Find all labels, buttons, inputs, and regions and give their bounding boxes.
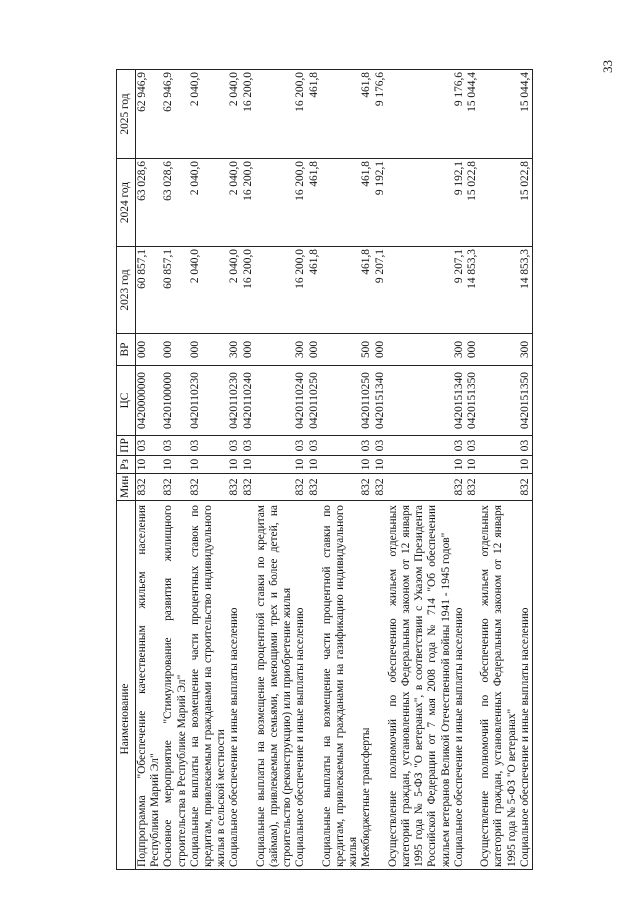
rotated-page <box>116 70 639 870</box>
cell-value: 10 <box>360 458 373 471</box>
cell-value: 03 <box>228 439 241 452</box>
header-2024: 2024 год <box>117 159 136 247</box>
cell-value: 9 176,6 <box>452 72 465 107</box>
header-min: Мин <box>117 474 136 501</box>
cell-value: 10 <box>188 458 201 471</box>
cell-cs <box>255 366 295 436</box>
cell-value: 63 028,6 <box>162 161 175 201</box>
cell-value: 9 192,1 <box>373 161 386 196</box>
cell-pr <box>228 436 254 456</box>
cell-value: 0420110230 <box>188 372 201 429</box>
cell-y2023 <box>360 247 386 334</box>
cell-cs <box>136 366 163 436</box>
cell-y2024 <box>321 159 361 247</box>
cell-value: 03 <box>241 439 254 452</box>
cell-pr <box>519 436 533 456</box>
cell-cs <box>189 366 229 436</box>
cell-cs <box>360 366 386 436</box>
header-rz: Рз <box>117 456 136 474</box>
cell-value: 500 <box>360 340 373 359</box>
header-2025: 2025 год <box>117 70 136 159</box>
cell-value: 832 <box>518 478 531 496</box>
cell-value: 16 200,0 <box>294 161 307 201</box>
cell-value: 832 <box>228 478 241 496</box>
cell-pr <box>387 436 453 456</box>
cell-value: 0420151340 <box>373 372 386 429</box>
cell-vr <box>453 334 479 366</box>
cell-vr <box>162 334 188 366</box>
cell-value: 10 <box>162 458 175 471</box>
cell-value: 000 <box>136 340 148 359</box>
cell-rz <box>136 456 163 474</box>
cell-min <box>479 474 519 501</box>
cell-value: 60 857,1 <box>162 249 175 289</box>
cell-value: 832 <box>241 478 254 496</box>
cell-value: 03 <box>360 439 373 452</box>
cell-value: 15 044,4 <box>466 72 479 112</box>
table-row <box>360 70 386 870</box>
cell-y2024 <box>255 159 295 247</box>
cell-value: 000 <box>307 340 320 359</box>
cell-y2025 <box>255 70 295 159</box>
cell-value: 10 <box>307 458 320 471</box>
cell-name: Социальное обеспечение и иные выплаты населению <box>453 501 479 870</box>
cell-min <box>228 474 254 501</box>
cell-cs <box>228 366 254 436</box>
cell-value: 832 <box>294 478 307 496</box>
cell-value: 10 <box>452 458 465 471</box>
cell-value: 03 <box>466 439 479 452</box>
cell-vr <box>136 334 163 366</box>
cell-name: Осуществление полномочий по обеспечению жильем отдельных категорий граждан, установленных Федеральным законом от 12 января 1995 года № 5-ФЗ "О ветеранах", в соответствии с Указом Президента Российской Федерации от 7 мая 2008 года № 714 "Об обеспечении жильем ветеранов Великой Отечественной войны 1941 - 1945 годов" <box>387 501 453 870</box>
cell-name: Социальные выплаты на возмещение части процентной ставки по кредитам, привлекаемым гражданами на газификацию индивидуального жилья <box>321 501 361 870</box>
cell-y2024 <box>228 159 254 247</box>
cell-cs <box>294 366 320 436</box>
cell-cs <box>162 366 188 436</box>
cell-name: Осуществление полномочий по обеспечению жильем отдельных категорий граждан, установленных Федеральным законом от 12 января 1995 года № 5-ФЗ "О ветеранах" <box>479 501 519 870</box>
cell-vr <box>228 334 254 366</box>
cell-value: 16 200,0 <box>294 72 307 112</box>
cell-value: 0420100000 <box>162 372 175 429</box>
cell-pr <box>453 436 479 456</box>
cell-rz <box>321 456 361 474</box>
cell-value: 14 853,3 <box>518 249 531 289</box>
cell-value: 03 <box>294 439 307 452</box>
cell-pr <box>255 436 295 456</box>
cell-value: 0420151350 <box>518 372 531 429</box>
cell-value: 0420110250 <box>307 372 320 429</box>
cell-y2023 <box>228 247 254 334</box>
cell-value: 63 028,6 <box>136 161 148 201</box>
budget-table <box>116 69 533 870</box>
cell-vr <box>189 334 229 366</box>
cell-name: Межбюджетные трансферты <box>360 501 386 870</box>
cell-value: 461,8 <box>360 161 373 187</box>
cell-value: 9 207,1 <box>373 249 386 284</box>
cell-y2025 <box>387 70 453 159</box>
cell-value: 461,8 <box>360 72 373 98</box>
cell-value: 832 <box>307 478 320 496</box>
table-row <box>255 70 295 870</box>
cell-value: 0420000000 <box>136 372 148 429</box>
cell-value: 03 <box>452 439 465 452</box>
cell-y2024 <box>479 159 519 247</box>
cell-value: 000 <box>466 340 479 359</box>
cell-vr <box>519 334 533 366</box>
cell-rz <box>228 456 254 474</box>
cell-value: 03 <box>162 439 175 452</box>
cell-value: 832 <box>136 478 148 496</box>
cell-name: Социальные выплаты на возмещение части процентных ставок по кредитам, привлекаемым гражданами на строительство индивидуального жилья в сельской местности <box>189 501 229 870</box>
cell-name: Подпрограмма "Обеспечение качественным жильем населения Республики Марий Эл" <box>136 501 163 870</box>
cell-value: 62 946,9 <box>162 72 175 112</box>
cell-vr <box>321 334 361 366</box>
cell-y2025 <box>162 70 188 159</box>
cell-cs <box>479 366 519 436</box>
table-row <box>162 70 188 870</box>
cell-cs <box>321 366 361 436</box>
cell-value: 15 044,4 <box>518 72 531 112</box>
cell-value: 16 200,0 <box>294 249 307 289</box>
cell-cs <box>519 366 533 436</box>
header-name: Наименование <box>117 501 136 870</box>
cell-cs <box>387 366 453 436</box>
cell-min <box>360 474 386 501</box>
cell-rz <box>453 456 479 474</box>
cell-y2023 <box>321 247 361 334</box>
cell-pr <box>189 436 229 456</box>
cell-vr <box>294 334 320 366</box>
cell-y2025 <box>453 70 479 159</box>
cell-value: 832 <box>162 478 175 496</box>
cell-y2023 <box>479 247 519 334</box>
cell-rz <box>189 456 229 474</box>
cell-value: 9 207,1 <box>452 249 465 284</box>
cell-min <box>519 474 533 501</box>
cell-min <box>255 474 295 501</box>
cell-value: 10 <box>373 458 386 471</box>
cell-value: 2 040,0 <box>228 72 241 107</box>
cell-y2025 <box>360 70 386 159</box>
cell-value: 60 857,1 <box>136 249 148 289</box>
cell-y2024 <box>136 159 163 247</box>
cell-y2025 <box>228 70 254 159</box>
cell-pr <box>479 436 519 456</box>
table-row <box>228 70 254 870</box>
cell-name: Основное мероприятие "Стимулирование развития жилищного строительства в Республике Марий Эл" <box>162 501 188 870</box>
cell-value: 10 <box>518 458 531 471</box>
cell-value: 14 853,3 <box>466 249 479 289</box>
cell-y2023 <box>162 247 188 334</box>
cell-pr <box>162 436 188 456</box>
cell-value: 10 <box>466 458 479 471</box>
table-row <box>453 70 479 870</box>
cell-rz <box>162 456 188 474</box>
cell-y2023 <box>519 247 533 334</box>
cell-value: 03 <box>136 439 148 452</box>
cell-y2023 <box>189 247 229 334</box>
cell-y2023 <box>387 247 453 334</box>
cell-y2025 <box>136 70 163 159</box>
cell-y2023 <box>453 247 479 334</box>
cell-name: Социальное обеспечение и иные выплаты населению <box>519 501 533 870</box>
cell-rz <box>255 456 295 474</box>
cell-value: 832 <box>373 478 386 496</box>
cell-cs <box>453 366 479 436</box>
cell-name: Социальное обеспечение и иные выплаты населению <box>228 501 254 870</box>
cell-min <box>321 474 361 501</box>
cell-value: 0420110250 <box>360 372 373 429</box>
cell-y2025 <box>321 70 361 159</box>
cell-value: 000 <box>241 340 254 359</box>
cell-pr <box>360 436 386 456</box>
cell-y2024 <box>162 159 188 247</box>
cell-name: Социальное обеспечение и иные выплаты населению <box>294 501 320 870</box>
cell-y2024 <box>519 159 533 247</box>
cell-value: 300 <box>228 340 241 359</box>
cell-rz <box>360 456 386 474</box>
cell-value: 461,8 <box>360 249 373 275</box>
cell-value: 2 040,0 <box>228 249 241 284</box>
table-row <box>294 70 320 870</box>
cell-value: 832 <box>188 478 201 496</box>
cell-value: 03 <box>518 439 531 452</box>
cell-value: 10 <box>136 458 148 471</box>
cell-value: 15 022,8 <box>518 161 531 201</box>
cell-vr <box>387 334 453 366</box>
cell-vr <box>255 334 295 366</box>
cell-value: 03 <box>373 439 386 452</box>
cell-value: 03 <box>307 439 320 452</box>
cell-min <box>162 474 188 501</box>
cell-y2023 <box>255 247 295 334</box>
cell-value: 0420110240 <box>294 372 307 429</box>
cell-value: 16 200,0 <box>241 249 254 289</box>
cell-value: 10 <box>241 458 254 471</box>
cell-rz <box>479 456 519 474</box>
table-row <box>519 70 533 870</box>
cell-value: 03 <box>188 439 201 452</box>
cell-y2025 <box>519 70 533 159</box>
cell-value: 16 200,0 <box>241 72 254 112</box>
cell-value: 461,8 <box>307 72 320 98</box>
cell-value: 300 <box>518 340 531 359</box>
table-row <box>136 70 163 870</box>
cell-value: 300 <box>294 340 307 359</box>
cell-y2025 <box>294 70 320 159</box>
cell-value: 000 <box>373 340 386 359</box>
cell-min <box>136 474 163 501</box>
cell-pr <box>294 436 320 456</box>
cell-value: 832 <box>466 478 479 496</box>
cell-value: 16 200,0 <box>241 161 254 201</box>
cell-value: 461,8 <box>307 249 320 275</box>
cell-pr <box>136 436 163 456</box>
cell-value: 10 <box>294 458 307 471</box>
header-2023: 2023 год <box>117 247 136 334</box>
table-row <box>479 70 519 870</box>
cell-y2024 <box>453 159 479 247</box>
cell-value: 2 040,0 <box>188 161 201 196</box>
cell-min <box>387 474 453 501</box>
cell-value: 9 192,1 <box>452 161 465 196</box>
cell-value: 15 022,8 <box>466 161 479 201</box>
cell-value: 0420110230 <box>228 372 241 429</box>
cell-min <box>189 474 229 501</box>
cell-y2024 <box>189 159 229 247</box>
cell-value: 0420110240 <box>241 372 254 429</box>
cell-name: Социальные выплаты на возмещение процентной ставки по кредитам (займам), привлекаемым семьями, имеющими трех и более детей, на строительство (реконструкцию) или приобретение жилья <box>255 501 295 870</box>
cell-y2023 <box>294 247 320 334</box>
page-number: 33 <box>600 60 615 73</box>
table-row <box>321 70 361 870</box>
header-cs: ЦС <box>117 366 136 436</box>
cell-value: 62 946,9 <box>136 72 148 112</box>
cell-value: 832 <box>452 478 465 496</box>
cell-value: 461,8 <box>307 161 320 187</box>
cell-value: 000 <box>188 340 201 359</box>
cell-value: 0420151350 <box>466 372 479 429</box>
cell-value: 000 <box>162 340 175 359</box>
cell-value: 2 040,0 <box>188 72 201 107</box>
cell-value: 2 040,0 <box>188 249 201 284</box>
cell-y2025 <box>479 70 519 159</box>
table-row <box>189 70 229 870</box>
cell-value: 2 040,0 <box>228 161 241 196</box>
header-pr: ПР <box>117 436 136 456</box>
cell-min <box>294 474 320 501</box>
cell-y2024 <box>360 159 386 247</box>
table-header-row <box>117 70 136 870</box>
cell-y2024 <box>294 159 320 247</box>
cell-value: 0420151340 <box>452 372 465 429</box>
cell-value: 300 <box>452 340 465 359</box>
cell-pr <box>321 436 361 456</box>
cell-vr <box>479 334 519 366</box>
cell-vr <box>360 334 386 366</box>
table-row <box>387 70 453 870</box>
cell-rz <box>519 456 533 474</box>
cell-value: 832 <box>360 478 373 496</box>
cell-y2025 <box>189 70 229 159</box>
cell-value: 10 <box>228 458 241 471</box>
cell-value: 9 176,6 <box>373 72 386 107</box>
cell-rz <box>294 456 320 474</box>
cell-rz <box>387 456 453 474</box>
cell-min <box>453 474 479 501</box>
header-vr: ВР <box>117 334 136 366</box>
cell-y2024 <box>387 159 453 247</box>
cell-y2023 <box>136 247 163 334</box>
